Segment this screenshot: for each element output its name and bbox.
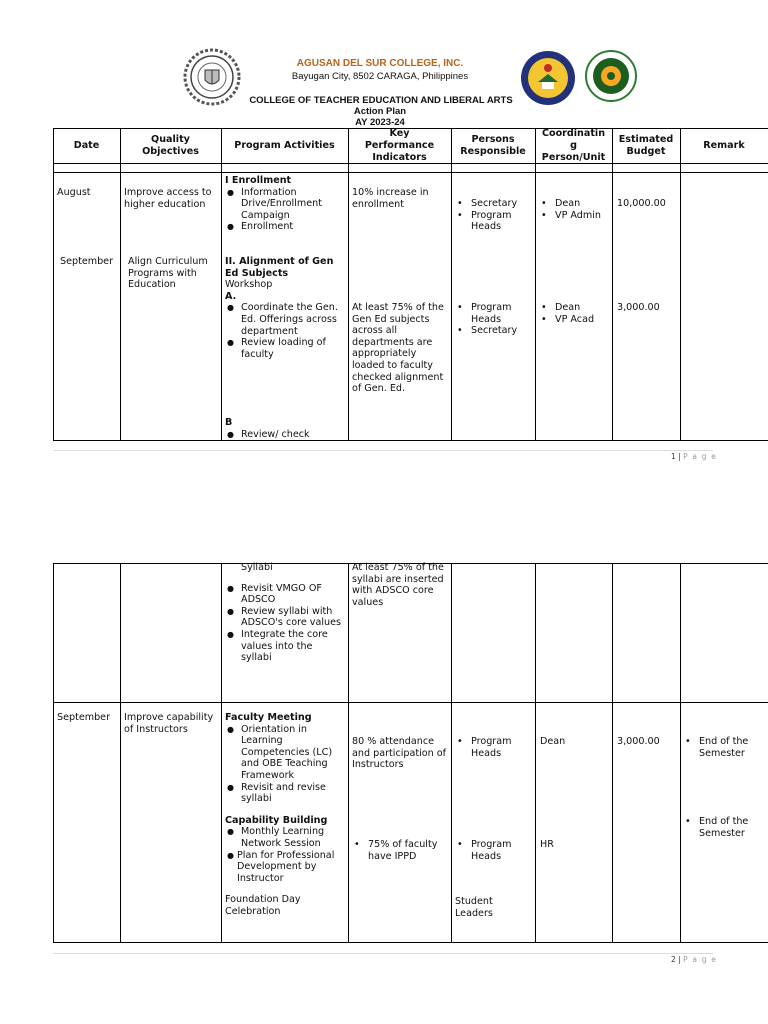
document-title: Action Plan: [353, 106, 407, 117]
col-header-quality-objectives-line1: Quality: [151, 134, 190, 145]
col-header-estimated-budget: [612, 134, 680, 158]
col-header-coordinating-line1: Coordinatin: [541, 128, 606, 139]
sep-person-item: • Secretary: [455, 325, 533, 337]
col-header-quality-objectives-line2: Objectives: [142, 146, 199, 157]
col-header-coordinating-line2: g: [570, 140, 577, 151]
sep-subsection: Workshop: [225, 279, 273, 291]
col-header-persons-line2: Responsible: [460, 146, 526, 157]
sep2-remark1: [683, 736, 763, 759]
aug-person-item: • Program Heads: [455, 210, 533, 233]
sep2-activity-plan: Plan for Professional Development by Instructor: [237, 849, 335, 884]
aug-activity-item: ● Information Drive/Enrollment Campaign: [225, 187, 346, 222]
page-number-value: 1: [671, 452, 676, 461]
page-number-2: 2 | P a g e: [671, 955, 718, 964]
sep-activity-item: ● Coordinate the Gen. Ed. Offerings across department: [225, 302, 346, 337]
sep2-activity-item: ● Orientation in Learning Competencies (LC) and OBE Teaching Framework: [225, 724, 346, 782]
sep-objective: Align Curriculum Programs with Education: [128, 256, 208, 291]
cont-activity-item: ● Revisit VMGO OF ADSCO: [225, 583, 346, 606]
aug-coord-item: • Dean: [539, 198, 611, 210]
col-header-kpi: [348, 128, 451, 164]
sep2-persons3: Student Leaders: [455, 896, 493, 919]
sep2-kpi2-item: • 75% of faculty have IPPD: [352, 839, 448, 862]
college-address: Bayugan City, 8502 CARAGA, Philippines: [291, 71, 469, 82]
sep2-kpi2: [352, 839, 448, 862]
cont-activity-item: ● Integrate the core values into the syllabi: [225, 629, 346, 664]
sep2-person-item: • Program Heads: [455, 839, 533, 862]
page-number-value: 2: [671, 955, 676, 964]
sep2-persons1: [455, 736, 533, 759]
sep-coord-item: • VP Acad: [539, 314, 611, 326]
page-word: P a g e: [683, 955, 718, 964]
col-header-date: Date: [73, 140, 100, 151]
sep2-remark2: [683, 816, 763, 839]
sep-kpi: At least 75% of the Gen Ed subjects across all departments are appropriately loaded to faculty checked alignment of Gen. Ed.: [352, 302, 444, 395]
aug-objective: Improve access to higher education: [124, 187, 212, 210]
aug-person-item: • Secretary: [455, 198, 533, 210]
sep-part-b: [225, 417, 346, 440]
green-seal-logo: [585, 50, 637, 102]
sep-date: September: [60, 256, 114, 267]
aug-persons: [455, 198, 533, 233]
sep-section-title: II. Alignment of Gen Ed Subjects: [225, 256, 334, 279]
sep-part-b-label: B: [225, 417, 233, 428]
col-header-kpi-line1: Key: [389, 128, 410, 139]
col-header-program-activities: Program Activities: [234, 140, 335, 151]
page-number-1: 1 | P a g e: [671, 452, 718, 461]
col-header-kpi-line2: Performance: [364, 140, 435, 151]
aug-section-title: I Enrollment: [225, 175, 292, 186]
sep2-section-capability-building: Capability Building: [225, 814, 328, 826]
sep2-coord1: Dean: [540, 736, 566, 747]
aug-activities: [225, 175, 346, 233]
col-header-coordinating-line3: Person/Unit: [541, 152, 606, 163]
sep-activities: [225, 256, 346, 360]
col-header-kpi-line3: Indicators: [372, 152, 427, 163]
academic-year: AY 2023-24: [355, 117, 405, 128]
sep2-date: September: [57, 712, 111, 723]
sep2-activity-item: ● Monthly Learning Network Session: [225, 826, 346, 849]
cont-kpi: At least 75% of the syllabi are inserted with ADSCO core values: [352, 562, 444, 608]
col-header-quality-objectives: [120, 134, 221, 158]
sep2-budget1: 3,000.00: [617, 736, 660, 747]
sep-coordinating: [539, 302, 611, 325]
sep2-remark-item: • End of the Semester: [683, 736, 763, 759]
sep-coord-item: • Dean: [539, 302, 611, 314]
col-header-remark: Remark: [703, 140, 745, 151]
col-header-budget-line2: Budget: [626, 146, 666, 157]
col-header-coordinating: [535, 128, 612, 164]
sep2-activity-item: ● Revisit and revise syllabi: [225, 782, 346, 805]
sep2-remark-item: • End of the Semester: [683, 816, 763, 839]
aug-coordinating: [539, 198, 611, 221]
department-name: COLLEGE OF TEACHER EDUCATION AND LIBERAL ARTS: [249, 95, 513, 106]
sep2-activity-item-flow: ● Plan for Professional Development by Instructor: [227, 849, 335, 884]
sep-budget: 3,000.00: [617, 302, 660, 313]
college-name: AGUSAN DEL SUR COLLEGE, INC.: [296, 58, 464, 69]
col-header-budget-line1: Estimated: [618, 134, 674, 145]
sep2-activities: [225, 712, 346, 918]
sep2-coord2: HR: [540, 839, 554, 850]
aug-budget: 10,000.00: [617, 198, 666, 209]
sep2-objective: Improve capability of Instructors: [124, 712, 214, 735]
aug-kpi: 10% increase in enrollment: [352, 187, 429, 210]
sep2-person-item: • Program Heads: [455, 736, 533, 759]
sep-persons: [455, 302, 533, 337]
page-word: P a g e: [683, 452, 718, 461]
cont-activities: [225, 562, 346, 664]
col-header-persons-line1: Persons: [471, 134, 515, 145]
sep-activity-item: ● Review loading of faculty: [225, 337, 346, 360]
sep-part-a: A.: [225, 290, 237, 302]
aug-coord-item: • VP Admin: [539, 210, 611, 222]
aug-date: August: [57, 187, 91, 198]
cont-activity-syllabi: Syllabi: [241, 562, 273, 573]
sep-part-b-item: ● Review/ check: [225, 429, 346, 441]
sep2-kpi1: 80 % attendance and participation of Instructors: [352, 736, 447, 771]
sep2-foundation-day: Foundation Day Celebration: [225, 894, 301, 917]
aug-activity-item: ● Enrollment: [225, 221, 346, 233]
sep2-section-faculty-meeting: Faculty Meeting: [225, 712, 312, 723]
education-seal-logo: [520, 50, 576, 106]
cont-activity-item: ● Review syllabi with ADSCO's core values: [225, 606, 346, 629]
sep2-persons2: [455, 839, 533, 862]
sep-person-item: • Program Heads: [455, 302, 533, 325]
col-header-persons-responsible: [451, 134, 535, 158]
